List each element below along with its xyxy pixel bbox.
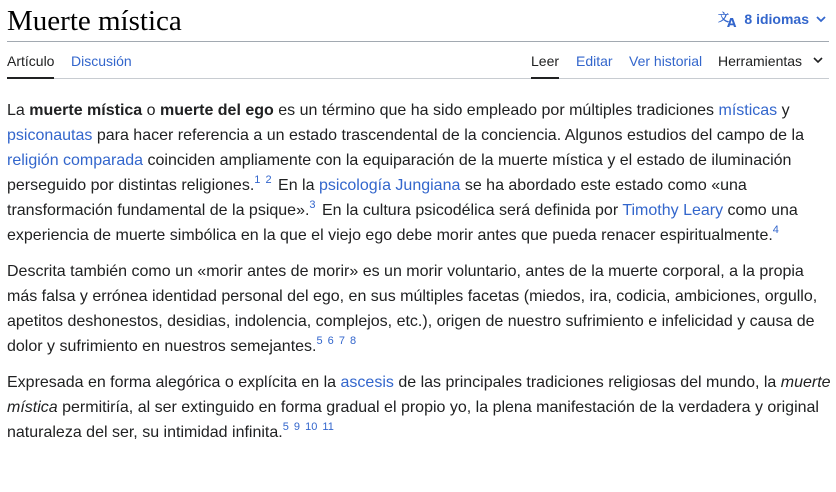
references	[309, 199, 317, 211]
language-icon	[718, 10, 738, 28]
text: es un término que ha sido empleado por múltiples tradiciones	[273, 102, 719, 119]
chevron-down-icon	[815, 13, 827, 25]
svg-text:文: 文	[718, 11, 730, 24]
italic-term: muerte mística	[7, 374, 831, 416]
link-misticas[interactable]: místicas	[718, 102, 778, 119]
text: y	[777, 102, 790, 119]
paragraph-1	[7, 98, 831, 248]
tab-editar[interactable]: Editar	[576, 53, 613, 69]
bold-term: muerte mística	[29, 102, 143, 119]
text: coinciden ampliamente con la equiparación de la muerte mística y el estado de iluminación perseguido por distintas religiones.	[7, 152, 792, 194]
page-title: Muerte mística	[7, 5, 182, 37]
bold-term: muerte del ego	[159, 102, 274, 119]
text: En la cultura psicodélica será definida por	[317, 202, 623, 219]
references	[283, 421, 336, 433]
link-religion-comparada[interactable]: religión comparada	[7, 152, 144, 169]
tab-discusion[interactable]: Discusión	[71, 53, 132, 69]
reference-link[interactable]: 6	[327, 335, 334, 347]
reference-link[interactable]: 10	[305, 421, 318, 433]
languages-label: 8 idiomas	[744, 11, 809, 27]
text: como una experiencia de muerte simbólica en la que el viejo ego debe morir antes que pueda renacer espiritualmente.	[7, 202, 798, 244]
tabs-bar	[7, 42, 829, 79]
text: Expresada en forma alegórica o explícita en la	[7, 374, 341, 391]
tab-ver-historial[interactable]: Ver historial	[629, 53, 703, 69]
references	[773, 224, 781, 236]
reference-link[interactable]: 9	[293, 421, 301, 433]
reference-link[interactable]: 5	[282, 421, 289, 433]
tools-menu[interactable]	[718, 52, 824, 70]
tools-label: Herramientas	[718, 53, 803, 69]
link-psiconautas[interactable]: psiconautas	[7, 127, 93, 144]
text: La	[7, 102, 30, 119]
references	[254, 174, 273, 186]
reference-link[interactable]: 2	[265, 174, 272, 186]
languages-button[interactable]	[718, 10, 827, 28]
text: permitiría, al ser extinguido en forma gradual el propio yo, la plena manifestación de la verdadera y original naturaleza del ser, su intimidad infinita.	[7, 399, 819, 441]
text: En la	[273, 177, 319, 194]
references	[316, 335, 358, 347]
svg-text:A: A	[727, 16, 737, 28]
reference-link[interactable]: 11	[322, 421, 334, 433]
paragraph-3	[7, 370, 831, 445]
reference-link[interactable]: 7	[338, 335, 345, 347]
tab-leer[interactable]: Leer	[531, 53, 560, 69]
link-timothy-leary[interactable]: Timothy Leary	[622, 202, 724, 219]
text: de las principales tradiciones religiosas del mundo, la	[393, 374, 781, 391]
text: o	[142, 102, 160, 119]
reference-link[interactable]: 4	[772, 224, 779, 236]
text: para hacer referencia a un estado trascendental de la conciencia. Algunos estudios del campo de la	[92, 127, 804, 144]
reference-link[interactable]: 1	[254, 174, 261, 186]
tab-articulo[interactable]: Artículo	[7, 53, 55, 69]
text: Descrita también como un «morir antes de morir» es un morir voluntario, antes de la muerte corporal, a la propia más falsa y errónea identidad personal del ego, en sus múltiples facetas (miedos, ira, codicia, ambiciones, orgullo, apetitos deshonestos, desidias, indolencia, complejos, etc.), origen de nuestro sufrimiento e infelicidad y causa de dolor y sufrimiento en nuestros semejantes.	[7, 263, 818, 355]
reference-link[interactable]: 5	[316, 335, 323, 347]
paragraph-2	[7, 259, 831, 359]
reference-link[interactable]: 3	[309, 199, 316, 211]
title-bar	[7, 0, 829, 42]
text: se ha abordado este estado como «una transformación fundamental de la psique».	[7, 177, 747, 219]
article-body	[7, 98, 831, 456]
link-psicologia-jungiana[interactable]: psicología Jungiana	[318, 177, 461, 194]
link-ascesis[interactable]: ascesis	[340, 374, 394, 391]
reference-link[interactable]: 8	[350, 335, 357, 347]
chevron-down-icon	[812, 52, 824, 70]
